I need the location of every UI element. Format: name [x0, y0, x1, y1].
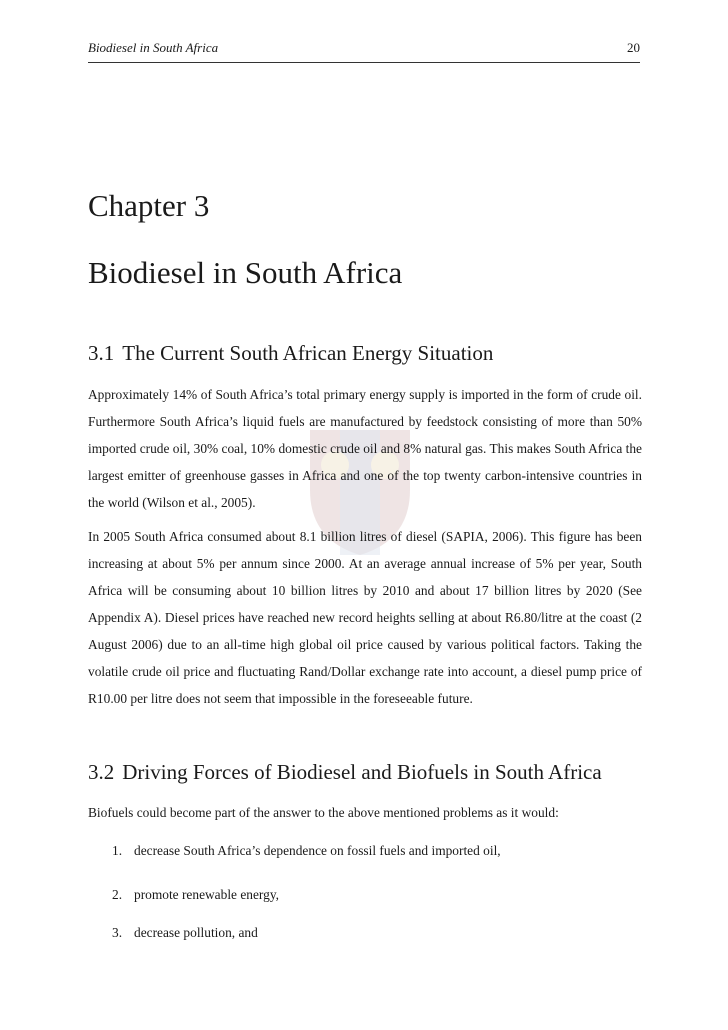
list-item: [112, 843, 501, 859]
paragraph-diesel-consumption: In 2005 South Africa consumed about 8.1 billion litres of diesel (SAPIA, 2006). This figure has been increasing at about 5% per annum since 2000. At an average annual increase of 5% per year, South Africa will be consuming about 10 billion litres by 2010 and about 17 billion litres by 2020 (See Appendix A). Diesel prices have reached new record heights selling at about R6.80/litre at the coast (2 August 2006) due to an all-time high global oil price caused by various political factors. Taking the volatile crude oil price and fluctuating Rand/Dollar exchange rate into account, a diesel pump price of R10.00 per litre does not seem that impossible in the foreseeable future.: [88, 529, 642, 706]
paragraph-biofuels-intro: Biofuels could become part of the answer to the above mentioned problems as it would:: [88, 805, 559, 820]
running-title: Biodiesel in South Africa: [88, 40, 219, 55]
list-item-text: promote renewable energy,: [134, 887, 280, 902]
section-3-2-number: 3.2: [88, 760, 115, 784]
paragraph-energy-supply: Approximately 14% of South Africa’s total primary energy supply is imported in the form of crude oil. Furthermore South Africa’s liquid fuels are manufactured by feedstock consisting of more than 50% imported crude oil, 30% coal, 10% domestic crude oil and 8% natural gas. This makes South Africa the largest emitter of greenhouse gasses in Africa and one of the top twenty carbon-intensive countries in the world (Wilson et al., 2005).: [88, 387, 642, 510]
section-3-1-heading: [88, 341, 493, 366]
running-header: [88, 40, 640, 63]
list-item: [112, 925, 258, 941]
list-item: [112, 887, 279, 903]
section-3-1-title: The Current South African Energy Situation: [122, 341, 494, 365]
list-item-number: 1.: [112, 843, 123, 858]
chapter-label: Chapter 3: [88, 188, 210, 223]
section-3-1-number: 3.1: [88, 341, 115, 365]
page-number: 20: [627, 40, 640, 55]
section-3-2-title: Driving Forces of Biodiesel and Biofuels in South Africa: [122, 760, 602, 784]
list-item-number: 3.: [112, 925, 123, 940]
list-item-text: decrease pollution, and: [134, 925, 258, 940]
section-3-2-heading: [88, 760, 602, 785]
chapter-title: Biodiesel in South Africa: [88, 255, 403, 290]
list-item-text: decrease South Africa’s dependence on fossil fuels and imported oil,: [134, 843, 501, 858]
list-item-number: 2.: [112, 887, 123, 902]
